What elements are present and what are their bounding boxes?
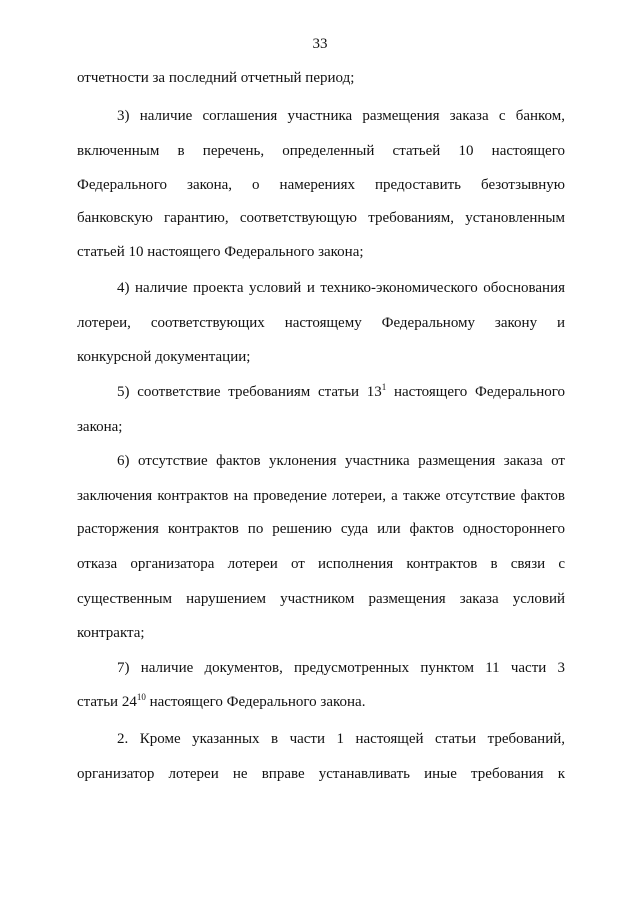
- text-line: существенным нарушением участником размещения заказа условий: [77, 591, 565, 607]
- text-line: отказа организатора лотереи от исполнения контрактов в связи с: [77, 556, 565, 572]
- text-line: 4) наличие проекта условий и технико-экономического обоснования: [117, 280, 565, 296]
- superscript: 1: [381, 382, 387, 392]
- text-line: отчетности за последний отчетный период;: [77, 70, 355, 86]
- page-number: 33: [312, 36, 328, 52]
- text-line: контракта;: [77, 625, 145, 641]
- text-line: банковскую гарантию, соответствующую требованиям, установленным: [77, 210, 565, 226]
- text-line: Федерального закона, о намерениях предоставить безотзывную: [77, 177, 565, 193]
- text-line: закона;: [77, 419, 123, 435]
- text-segment: настоящего Федерального закона.: [145, 694, 366, 710]
- text-line: статьей 10 настоящего Федерального закона;: [77, 244, 364, 260]
- text-line: 7) наличие документов, предусмотренных пунктом 11 части 3: [117, 660, 565, 676]
- text-line: 3) наличие соглашения участника размещения заказа с банком,: [117, 108, 565, 124]
- text-line: организатор лотереи не вправе устанавливать иные требования к: [77, 766, 565, 782]
- text-line: [77, 692, 565, 712]
- text-line: включенным в перечень, определенный статьей 10 настоящего: [77, 143, 565, 159]
- text-line: лотереи, соответствующих настоящему Федеральному закону и: [77, 315, 565, 331]
- text-line: конкурсной документации;: [77, 349, 251, 365]
- superscript: 10: [136, 692, 146, 702]
- text-line: 2. Кроме указанных в части 1 настоящей статьи требований,: [117, 731, 565, 747]
- text-line: [117, 382, 565, 402]
- text-segment: 5) соответствие требованиям статьи 13: [117, 384, 382, 400]
- text-segment: статьи 24: [77, 694, 137, 710]
- text-line: расторжения контрактов по решению суда или фактов одностороннего: [77, 521, 565, 537]
- text-segment: настоящего Федерального: [386, 384, 565, 400]
- text-line: заключения контрактов на проведение лотереи, а также отсутствие фактов: [77, 488, 565, 504]
- text-line: 6) отсутствие фактов уклонения участника размещения заказа от: [117, 453, 565, 469]
